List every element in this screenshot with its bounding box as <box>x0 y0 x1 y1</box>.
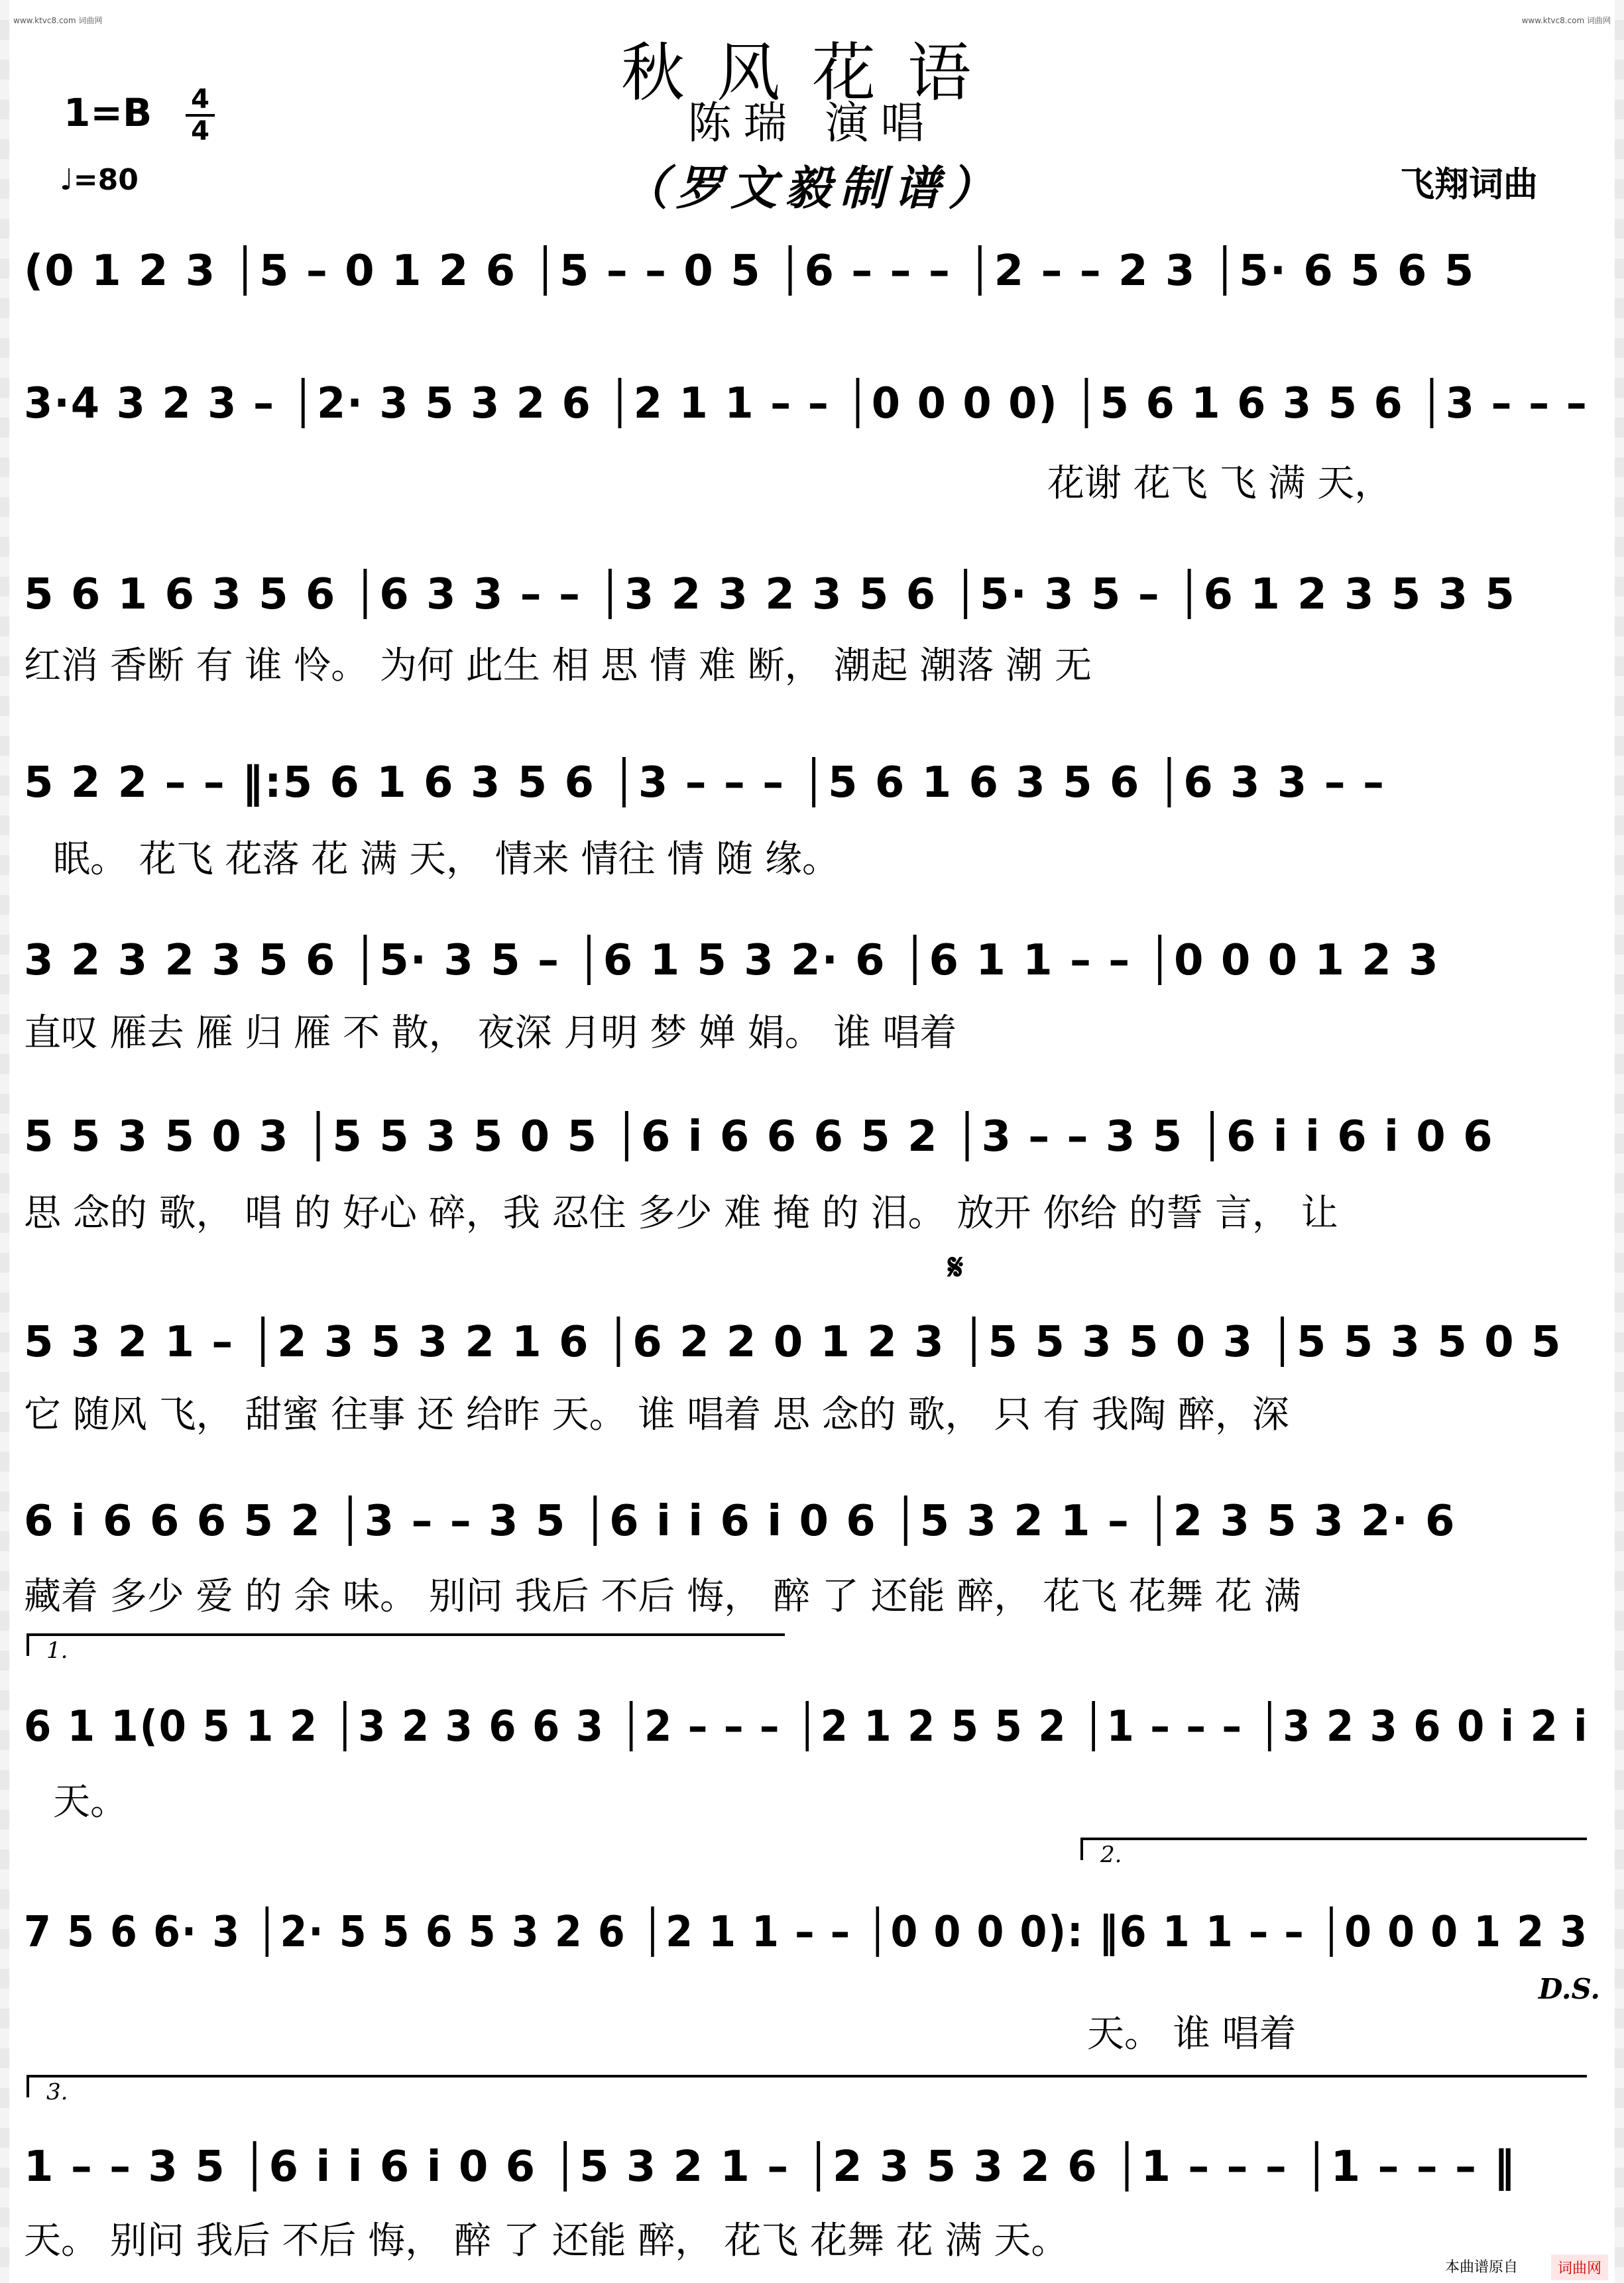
time-signature <box>186 85 215 146</box>
notation-row <box>24 1906 1588 1958</box>
row-notes: 1 – – 3 5 │6 i i 6 i 0 6 │5 3 2 1 – │2 3 5 3 2 6 │1 – – – │1 – – – ‖ <box>24 2142 1517 2192</box>
singer-credit: 陈瑞 演唱 <box>687 97 937 148</box>
lyric-line: 花谢 花飞 飞 满 天， <box>1047 462 1392 505</box>
row-notes: 7 5 6 6· 3 │2· 5 5 6 5 3 2 6 │2 1 1 – – │0 0 0 0): ‖6 1 1 – – │0 0 0 1 2 3 <box>24 1908 1588 1957</box>
left-border <box>0 0 9 2283</box>
notation-row <box>24 1111 1588 1163</box>
meter-bottom: 4 <box>186 114 215 146</box>
row-notes: 5 2 2 – – ‖:5 6 1 6 3 5 6 │3 – – – │5 6 1 6 3 5 6 │6 3 3 – – <box>24 758 1385 807</box>
volta-number-3: 3. <box>46 2079 68 2105</box>
notation-row <box>24 1495 1588 1547</box>
volta-number-2: 2. <box>1100 1842 1122 1868</box>
footer-logo: 词曲网 <box>1551 2254 1608 2280</box>
row-notes: 3·4 3 2 3 – │2· 3 5 3 2 6 │2 1 1 – – │0 0 0 0) │5 6 1 6 3 5 6 │3 – – – <box>24 379 1588 428</box>
song-title: 秋风花语 <box>621 36 1003 110</box>
notation-row <box>24 378 1588 430</box>
volta-bracket-2 <box>1080 1838 1587 1860</box>
row-notes: 6 i 6 6 6 5 2 │3 – – 3 5 │6 i i 6 i 0 6 │5 3 2 1 – │2 3 5 3 2· 6 <box>24 1497 1456 1546</box>
lyric-line: 天。 <box>53 1781 127 1824</box>
site-watermark-right: www.ktvc8.com 词曲网 <box>1521 16 1611 25</box>
volta-bracket-3 <box>27 2075 1587 2097</box>
lyric-line: 藏着 多少 爱 的 余 味。 别问 我后 不后 悔， 醉 了 还能 醉， 花飞 花舞 花 满 <box>24 1575 1301 1618</box>
tempo-mark: ♩=80 <box>60 163 139 197</box>
site-watermark-left: www.ktvc8.com 词曲网 <box>13 16 103 25</box>
lyric-line: 天。 别问 我后 不后 悔， 醉 了 还能 醉， 花飞 花舞 花 满 天。 <box>24 2219 1069 2262</box>
row-notes: 5 5 3 5 0 3 │5 5 3 5 0 5 │6 i 6 6 6 5 2 │3 – – 3 5 │6 i i 6 i 0 6 <box>24 1112 1494 1161</box>
composer-credit: 飞翔词曲 <box>1399 164 1538 205</box>
meter-top: 4 <box>191 84 209 115</box>
volta-bracket-1 <box>27 1633 785 1656</box>
lyric-line: 眠。 花飞 花落 花 满 天， 情来 情往 情 随 缘。 <box>53 838 840 881</box>
segno-mark: 𝄋 <box>948 1246 964 1288</box>
lyric-line: 思 念的 歌， 唱 的 好心 碎，我 忍住 多少 难 掩 的 泪。 放开 你给 的誓 言， 让 <box>24 1192 1338 1235</box>
notation-row <box>24 245 1588 297</box>
key-signature: 1=B <box>64 90 152 135</box>
volta-number-1: 1. <box>46 1637 68 1664</box>
notation-row <box>24 569 1588 620</box>
notation-row <box>24 1317 1588 1368</box>
notation-row <box>24 1701 1588 1753</box>
arranger-credit: （罗文毅制谱） <box>622 160 1002 215</box>
lyric-line: 红消 香断 有 谁 怜。 为何 此生 相 思 情 难 断， 潮起 潮落 潮 无 <box>24 644 1092 687</box>
row-notes: 3 2 3 2 3 5 6 │5· 3 5 – │6 1 5 3 2· 6 │6 1 1 – – │0 0 0 1 2 3 <box>24 936 1440 985</box>
row-notes: 5 6 1 6 3 5 6 │6 3 3 – – │3 2 3 2 3 5 6 │5· 3 5 – │6 1 2 3 5 3 5 <box>24 570 1516 619</box>
right-border <box>1615 0 1624 2283</box>
row-notes: 5 3 2 1 – │2 3 5 3 2 1 6 │6 2 2 0 1 2 3 │5 5 3 5 0 3 │5 5 3 5 0 5 <box>24 1318 1562 1367</box>
footer-source: 本曲谱原自 <box>1444 2259 1518 2276</box>
lyric-line: 天。 谁 唱着 <box>1087 2013 1297 2056</box>
row-notes: 6 1 1(0 5 1 2 │3 2 3 6 6 3 │2 – – – │2 1 2 5 5 2 │1 – – – │3 2 3 6 0 i 2 i <box>24 1702 1589 1751</box>
notation-row <box>24 757 1588 809</box>
ds-mark: D.S. <box>1538 1973 1600 2005</box>
lyric-line: 直叹 雁去 雁 归 雁 不 散， 夜深 月明 梦 婵 娟。 谁 唱着 <box>24 1012 957 1055</box>
notation-row <box>24 935 1588 986</box>
notation-row <box>24 2141 1588 2193</box>
lyric-line: 它 随风 飞， 甜蜜 往事 还 给昨 天。 谁 唱着 思 念的 歌， 只 有 我陶 醉，深 <box>24 1393 1289 1436</box>
row-notes: (0 1 2 3 │5 – 0 1 2 6 │5 – – 0 5 │6 – – – │2 – – 2 3 │5· 6 5 6 5 <box>24 247 1476 296</box>
